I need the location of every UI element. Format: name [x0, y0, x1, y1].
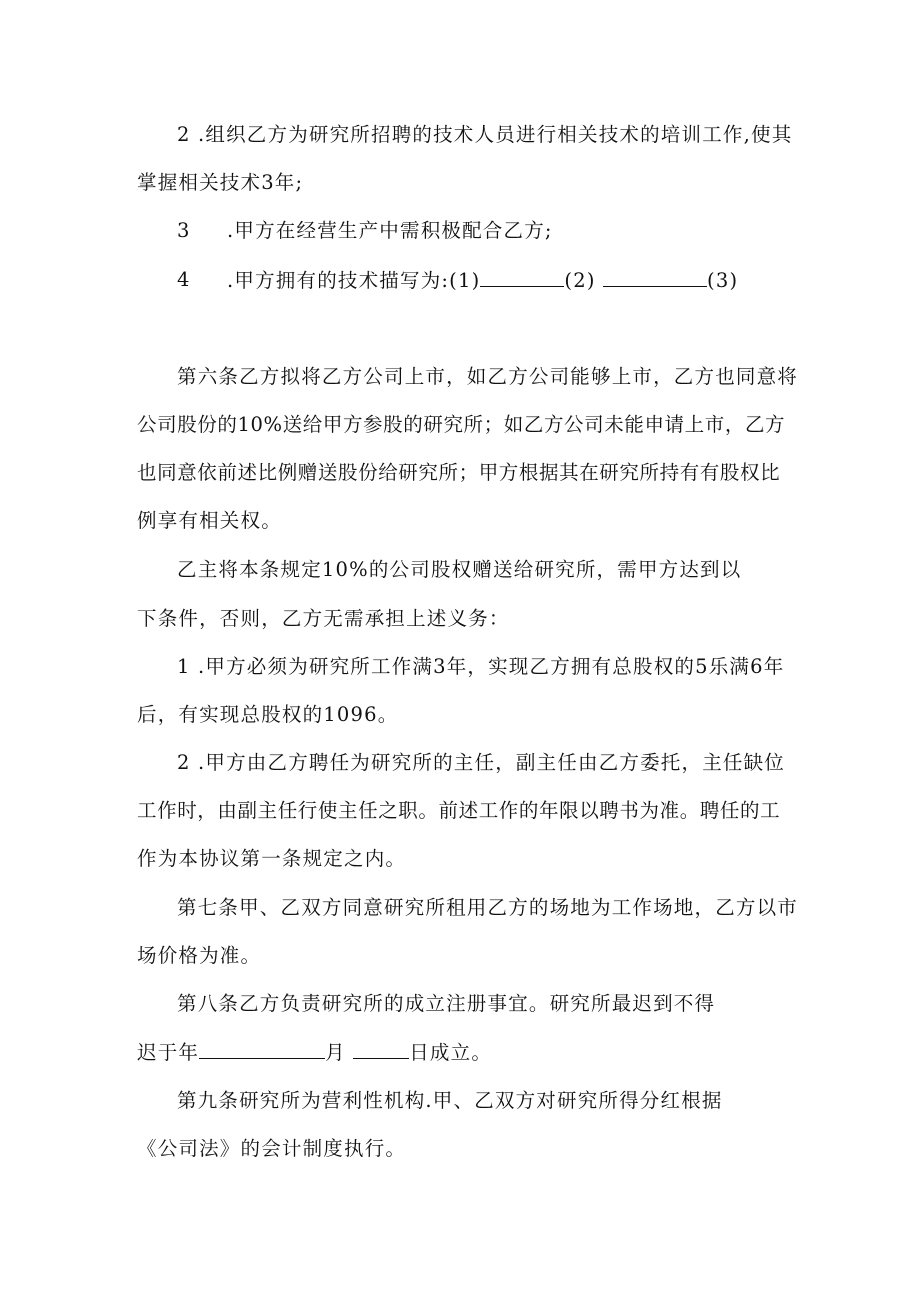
item-4-label-2: (2)	[564, 269, 596, 292]
art8-day-blank[interactable]	[353, 1039, 409, 1059]
art6-line3: 也同意依前述比例赠送股份给研究所；甲方根据其在研究所持有有股权比	[137, 461, 781, 484]
item-4-text: .甲方拥有的技术描写为:	[227, 269, 450, 292]
cond2-line1: 2 .甲方由乙方聘任为研究所的主任，副主任由乙方委托，主任缺位	[177, 751, 786, 774]
art9-line2: 《公司法》的会计制度执行。	[137, 1137, 407, 1160]
item-3-text: .甲方在经营生产中需积极配合乙方;	[227, 219, 553, 242]
art8-prefix: 迟于年	[137, 1041, 200, 1064]
cond2-line3: 作为本协议第一条规定之内。	[137, 847, 407, 870]
cond2-line2: 工作时，由副主任行使主任之职。前述工作的年限以聘书为准。聘任的工	[137, 799, 781, 822]
art7-line2: 场价格为准。	[137, 944, 262, 967]
item-2a-line2: 掌握相关技术3年;	[137, 171, 304, 194]
art8-line2	[137, 1039, 492, 1066]
item-2a-line1: 2 .组织乙方为研究所招聘的技术人员进行相关技术的培训工作,使其	[177, 123, 793, 146]
item-3	[177, 218, 553, 244]
art6-line1: 第六条乙方拟将乙方公司上市，如乙方公司能够上市，乙方也同意将	[177, 365, 799, 388]
item-4-label-1: (1)	[449, 269, 481, 292]
art8-suffix: 日成立。	[409, 1041, 493, 1064]
art6-line2: 公司股份的10%送给甲方参股的研究所；如乙方公司未能申请上市，乙方	[137, 413, 786, 436]
cond-line1: 乙主将本条规定10%的公司股权赠送给研究所，需甲方达到以	[177, 558, 742, 581]
cond-line2: 下条件，否则，乙方无需承担上述义务：	[137, 607, 510, 630]
item-4-blank-2[interactable]	[603, 267, 707, 287]
item-4-blank-1[interactable]	[480, 267, 564, 287]
item-4	[177, 267, 739, 293]
cond1-line1: 1 .甲方必须为研究所工作满3年，实现乙方拥有总股权的5乐满6年	[177, 655, 785, 678]
item-4-number: 4	[177, 268, 191, 291]
art8-line1: 第八条乙方负责研究所的成立注册事宜。研究所最迟到不得	[177, 992, 716, 1015]
item-3-number: 3	[177, 219, 191, 242]
art8-month-blank[interactable]	[199, 1039, 325, 1059]
art9-line1: 第九条研究所为营利性机构.甲、乙双方对研究所得分红根据	[177, 1089, 723, 1112]
cond1-line2: 后，有实现总股权的1096。	[137, 703, 399, 726]
art6-line4: 例享有相关权。	[137, 509, 282, 532]
art7-line1: 第七条甲、乙双方同意研究所租用乙方的场地为工作场地，乙方以市	[177, 896, 799, 919]
item-4-label-3: (3)	[707, 269, 739, 292]
art8-month: 月	[325, 1041, 346, 1064]
